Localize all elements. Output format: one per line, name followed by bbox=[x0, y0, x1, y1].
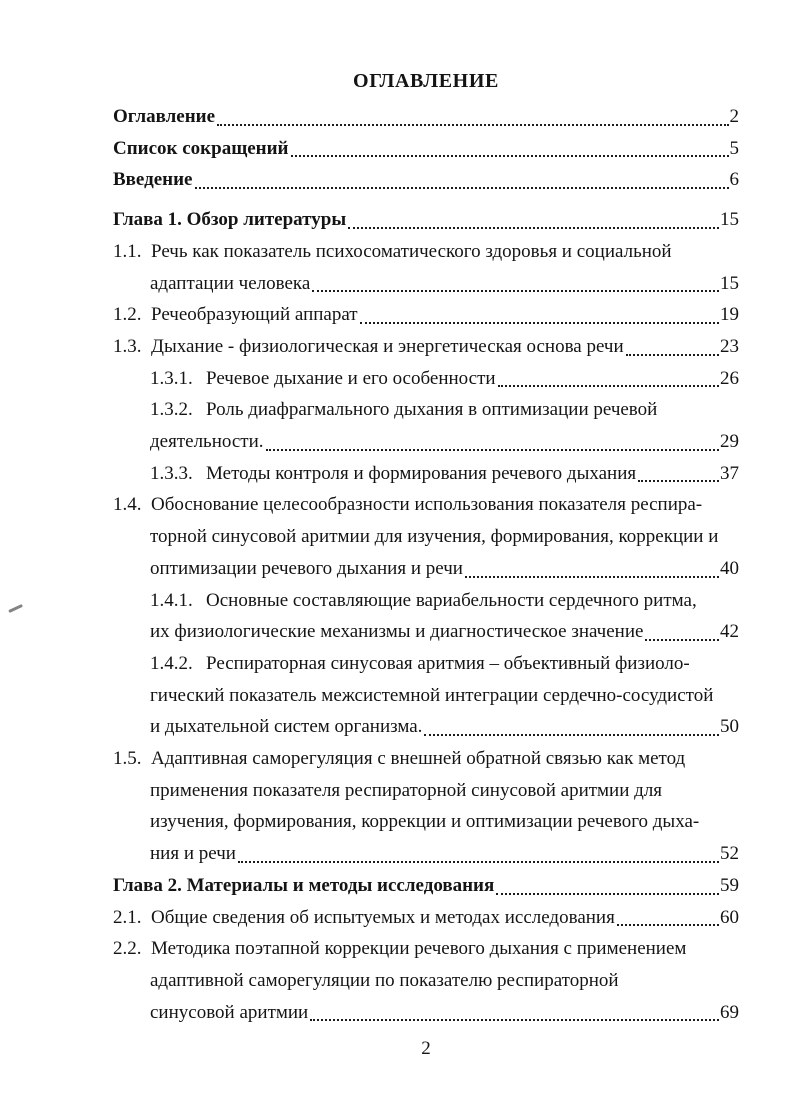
toc-row bbox=[150, 268, 739, 300]
dot-leader bbox=[348, 227, 719, 229]
toc-entry-text: и дыхательной систем организма. bbox=[150, 716, 423, 738]
toc-entry-number: 1.2. bbox=[113, 304, 142, 326]
toc-entry-text: Речевое дыхание и его особенности bbox=[206, 367, 496, 389]
toc-row bbox=[113, 164, 739, 196]
toc-entry-text: Методика поэтапной коррекции речевого дыхания с применением bbox=[151, 938, 687, 960]
toc-entry-text: Общие сведения об испытуемых и методах исследования bbox=[151, 906, 615, 928]
dot-leader bbox=[465, 576, 719, 578]
toc-entry-page: 15 bbox=[720, 272, 739, 294]
toc-entry-text: Основные составляющие вариабельности сердечного ритма, bbox=[206, 589, 697, 611]
toc-entry-text: Список сокращений bbox=[113, 137, 289, 159]
dot-leader bbox=[312, 290, 719, 292]
toc-row bbox=[150, 806, 739, 838]
toc-entry-number: 1.5. bbox=[113, 748, 142, 770]
toc-row bbox=[113, 299, 739, 331]
toc-entry-text: Обоснование целесообразности использования показателя респира- bbox=[151, 494, 703, 516]
toc-entry-text: Роль диафрагмального дыхания в оптимизации речевой bbox=[206, 399, 658, 421]
toc-entry-page: 59 bbox=[720, 874, 739, 896]
toc-row bbox=[113, 236, 739, 268]
toc-entry-text: Респираторная синусовая аритмия – объективный физиоло- bbox=[206, 652, 690, 674]
toc-entry-number: 2.1. bbox=[113, 906, 142, 928]
dot-leader bbox=[360, 322, 719, 324]
toc-row bbox=[150, 965, 739, 997]
toc-entry-page: 2 bbox=[729, 106, 739, 127]
toc-row bbox=[150, 838, 739, 870]
toc-entry-text: синусовой аритмии bbox=[150, 1001, 309, 1023]
toc-entry-number: 1.4. bbox=[113, 494, 142, 516]
toc-row bbox=[113, 933, 739, 965]
toc-row bbox=[113, 489, 739, 521]
dot-leader bbox=[638, 480, 719, 482]
toc-entry-text: изучения, формирования, коррекции и оптимизации речевого дыха- bbox=[150, 811, 700, 833]
toc-entry-page: 69 bbox=[720, 1001, 739, 1023]
dot-leader bbox=[195, 187, 729, 189]
toc-entry-page: 23 bbox=[720, 335, 739, 357]
toc-entry-text: адаптации человека bbox=[150, 272, 311, 294]
toc-row bbox=[113, 133, 739, 165]
toc-entry-text: Методы контроля и формирования речевого дыхания bbox=[206, 462, 637, 484]
dot-leader bbox=[617, 924, 719, 926]
toc-entry-page: 19 bbox=[720, 304, 739, 326]
toc-entry-text: гический показатель межсистемной интеграции сердечно-сосудистой bbox=[150, 684, 714, 706]
toc-entry-text: Адаптивная саморегуляция с внешней обратной связью как метод bbox=[151, 748, 686, 770]
toc-entry-page: 5 bbox=[729, 137, 739, 159]
toc-row bbox=[113, 101, 739, 133]
toc-row bbox=[150, 394, 739, 426]
toc-row bbox=[113, 743, 739, 775]
toc-entry-page: 37 bbox=[720, 462, 739, 484]
toc-entry-text: применения показателя респираторной синусовой аритмии для bbox=[150, 779, 663, 801]
toc-row bbox=[150, 585, 739, 617]
toc-entry-page: 50 bbox=[720, 716, 739, 738]
dot-leader bbox=[645, 639, 719, 641]
toc-entry-text: деятельности. bbox=[150, 431, 264, 453]
toc-entry-text: оптимизации речевого дыхания и речи bbox=[150, 557, 463, 579]
toc-row bbox=[150, 458, 739, 490]
toc-entry-text: Речеобразующий аппарат bbox=[151, 304, 358, 326]
toc-entry-page: 60 bbox=[720, 906, 739, 928]
toc-row bbox=[113, 902, 739, 934]
toc-entry-text: Глава 2. Материалы и методы исследования bbox=[113, 874, 495, 896]
toc-row bbox=[150, 521, 739, 553]
toc-entry-text: Глава 1. Обзор литературы bbox=[113, 209, 347, 231]
toc-entry-page: 15 bbox=[720, 209, 739, 231]
toc-entry-text: адаптивной саморегуляции по показателю респираторной bbox=[150, 969, 619, 991]
toc-row bbox=[150, 648, 739, 680]
toc-entry-text: их физиологические механизмы и диагностическое значение bbox=[150, 621, 644, 643]
toc-entry-page: 26 bbox=[720, 367, 739, 389]
scan-artifact-mark bbox=[8, 604, 23, 613]
toc-entry-text: ния и речи bbox=[150, 843, 236, 865]
toc-row bbox=[150, 616, 739, 648]
toc-row bbox=[113, 870, 739, 902]
toc-entry-page: 40 bbox=[720, 557, 739, 579]
toc-row bbox=[150, 775, 739, 807]
toc-entry-text: Оглавление bbox=[113, 106, 216, 127]
toc-row bbox=[150, 553, 739, 585]
toc-entry-number: 1.4.2. bbox=[150, 652, 193, 674]
toc-row bbox=[113, 204, 739, 236]
toc-entry-number: 1.3.2. bbox=[150, 399, 193, 421]
toc-entry-number: 1.1. bbox=[113, 240, 142, 262]
toc-entry-page: 29 bbox=[720, 431, 739, 453]
toc-entry-number: 1.3.1. bbox=[150, 367, 193, 389]
dot-leader bbox=[266, 449, 719, 451]
dot-leader bbox=[291, 155, 729, 157]
dot-leader bbox=[424, 734, 719, 736]
page-number: 2 bbox=[421, 1038, 431, 1059]
page-title: ОГЛАВЛЕНИЕ bbox=[353, 70, 499, 92]
toc-entry-text: Введение bbox=[113, 169, 193, 191]
toc-entry-number: 1.4.1. bbox=[150, 589, 193, 611]
dot-leader bbox=[310, 1019, 719, 1021]
dot-leader bbox=[217, 124, 728, 126]
toc-row bbox=[150, 426, 739, 458]
dot-leader bbox=[238, 861, 719, 863]
dot-leader bbox=[496, 893, 719, 895]
toc-entry-number: 1.3.3. bbox=[150, 462, 193, 484]
toc-entry-text: Дыхание - физиологическая и энергетическая основа речи bbox=[151, 335, 624, 357]
toc-entry-page: 6 bbox=[729, 169, 739, 191]
table-of-contents bbox=[113, 101, 739, 1028]
toc-row bbox=[150, 680, 739, 712]
toc-entry-text: торной синусовой аритмии для изучения, формирования, коррекции и bbox=[150, 526, 719, 548]
toc-row bbox=[150, 363, 739, 395]
toc-row bbox=[113, 331, 739, 363]
dot-leader bbox=[498, 385, 719, 387]
toc-row bbox=[150, 711, 739, 743]
toc-entry-number: 1.3. bbox=[113, 335, 142, 357]
toc-row bbox=[150, 997, 739, 1029]
toc-entry-text: Речь как показатель психосоматического здоровья и социальной bbox=[151, 240, 672, 262]
toc-entry-page: 42 bbox=[720, 621, 739, 643]
dot-leader bbox=[626, 354, 719, 356]
toc-entry-number: 2.2. bbox=[113, 938, 142, 960]
toc-entry-page: 52 bbox=[720, 843, 739, 865]
